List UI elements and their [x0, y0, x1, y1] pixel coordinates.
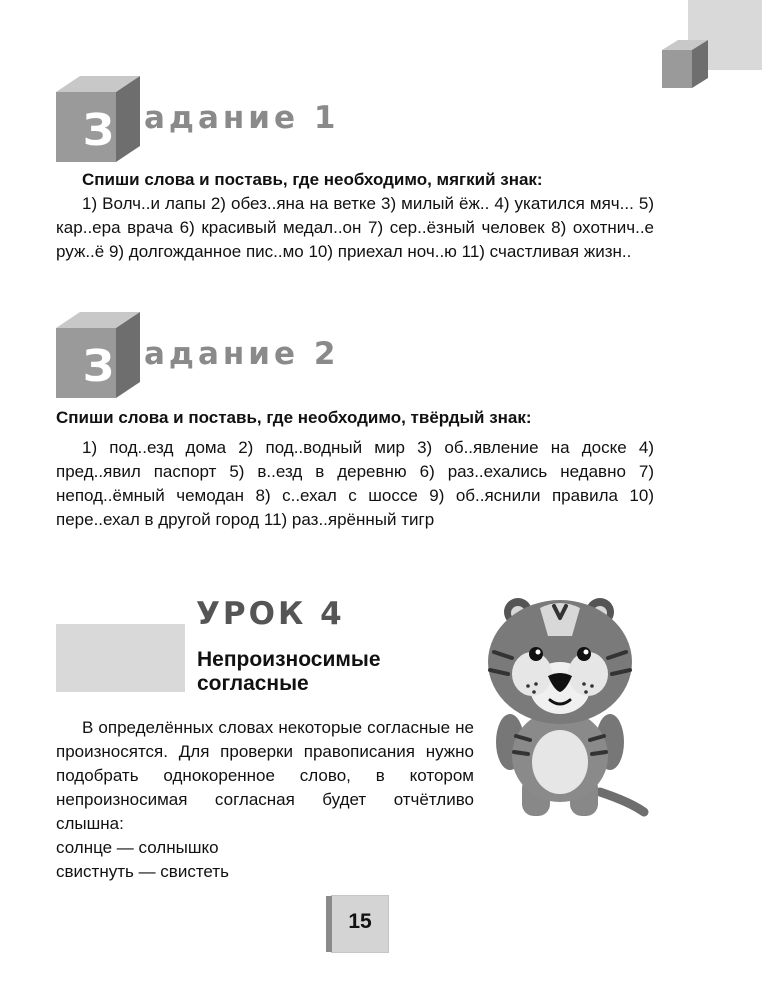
task1-items: 1) Волч..и лапы 2) обез..яна на ветке 3) милый ёж.. 4) укатился мяч... 5) кар..ера врача 6) красивый медал..он 7) сер..ёзный человек 8) охотнич..е руж..ё 9) долгожданное пис..мо 10) приехал ноч..ю 11) счастливая жизн.. — [56, 194, 654, 261]
lesson-text — [56, 716, 474, 884]
tiger-cub-illustration — [480, 596, 656, 822]
task2-cube-icon — [56, 310, 142, 400]
lesson-gray-block — [56, 624, 185, 692]
task1-instruction: Спиши слова и поставь, где необходимо, мягкий знак: — [82, 170, 543, 189]
lesson-paragraph: В определённых словах некоторые согласные не произносятся. Для проверки правописания нужно подобрать однокоренное слово, в котором непроизносимая согласная будет отчётливо слышна: — [56, 718, 474, 833]
task2-title: адание 2 — [144, 336, 340, 372]
task1-cube-letter: З — [82, 105, 114, 156]
task1-header — [56, 74, 476, 164]
page-number-box — [332, 896, 388, 952]
page-number: 15 — [348, 910, 372, 933]
task2-cube-letter: З — [82, 341, 114, 392]
lesson-subtitle: Непроизносимые согласные — [197, 648, 381, 695]
lesson-title: УРОК 4 — [196, 596, 345, 632]
task2-body — [56, 406, 654, 532]
lesson-example: солнце — солнышко — [56, 838, 219, 857]
task1-body — [56, 168, 654, 264]
task2-items: 1) под..езд дома 2) под..водный мир 3) об..явление на доске 4) пред..явил паспорт 5) в..езд в деревню 6) раз..ехались недавно 7) непод..ёмный чемодан 8) с..ехал с шоссе 9) об..яснили правила 10) пере..ехал в другой город 11) раз..ярённый тигр — [56, 438, 654, 529]
task1-cube-icon — [56, 74, 142, 164]
corner-cube-icon — [656, 36, 712, 92]
task2-header — [56, 310, 476, 400]
task2-instruction: Спиши слова и поставь, где необходимо, твёрдый знак: — [56, 408, 532, 427]
task1-title: адание 1 — [144, 100, 340, 136]
lesson-example: свистнуть — свистеть — [56, 862, 229, 881]
